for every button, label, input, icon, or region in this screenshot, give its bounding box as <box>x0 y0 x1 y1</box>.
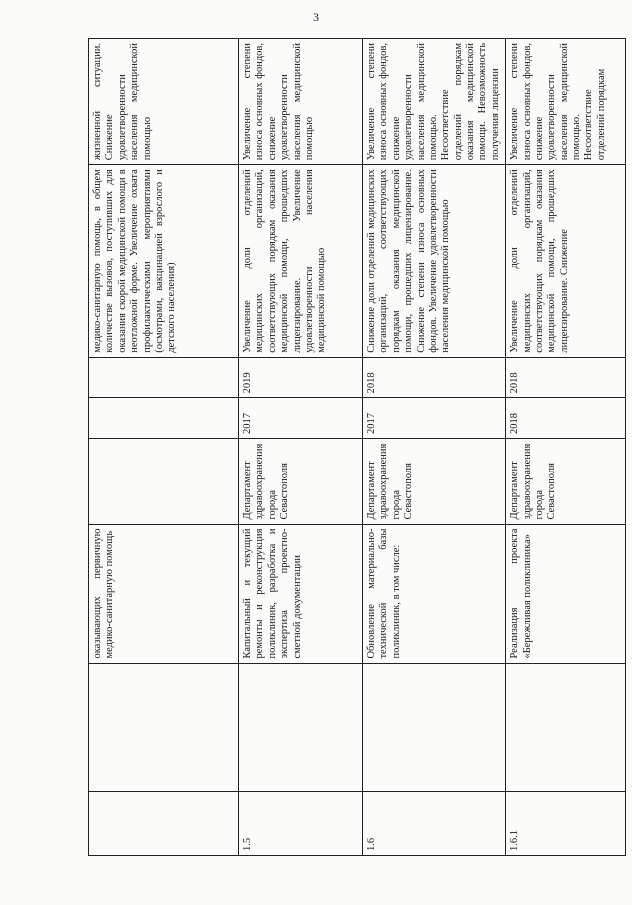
table-row <box>506 39 626 856</box>
cell-factors: жизненной ситуации. Снижение удовлетворенности населения медицинской помощью <box>89 39 239 165</box>
cell-year-end: 2018 <box>363 357 506 398</box>
cell-measure-name: оказывающих первичную медико-санитарную помощь <box>89 524 239 663</box>
cell-responsible: Департамент здравоохранения города Севастополя <box>239 438 363 524</box>
cell-blank <box>89 663 239 791</box>
cell-result: Увеличение доли отделений медицинских организаций, соответствующих порядкам оказания медицинской помощи, прошедших лицензирование. Снижение <box>506 165 626 357</box>
cell-year-start: 2018 <box>506 398 626 439</box>
measures-table <box>88 38 626 856</box>
rotated-table-wrapper <box>88 38 606 856</box>
document-table-area <box>88 38 606 856</box>
cell-measure-name: Реализация проекта «Бережливая поликлиника» <box>506 524 626 663</box>
cell-result: Увеличение доли отделений медицинских организаций, соответствующих порядкам оказания медицинской помощи, прошедших лицензирование. Увеличение удовлетворенности населения медицинской помощью <box>239 165 363 357</box>
cell-year-start: 2017 <box>363 398 506 439</box>
cell-measure-name: Капитальный и текущий ремонты и реконструкция поликлиник, разработка и экспертиза проектно-сметной документации <box>239 524 363 663</box>
cell-responsible: Департамент здравоохранения города Севастополя <box>506 438 626 524</box>
cell-result: медико-санитарную помощь, в общем количестве вызовов, поступивших для оказания скорой медицинской помощи в неотложной форме. Увеличение охвата профилактическими мероприятиями (осмотрами, вакцинацией взрослого и детского населения) <box>89 165 239 357</box>
cell-responsible <box>89 438 239 524</box>
cell-year-end: 2018 <box>506 357 626 398</box>
cell-blank <box>363 663 506 791</box>
cell-factors: Увеличение степени износа основных фондов, снижение удовлетворенности населения медицинской помощью. Несоответствие отделений порядкам <box>506 39 626 165</box>
cell-result: Снижение доли отделений медицинских организаций, соответствующих порядкам оказания медицинской помощи, прошедших лицензирование. Снижение степени износа основных фондов. Увеличение удовлетворенности населения медицинской помощью <box>363 165 506 357</box>
cell-factors: Увеличение степени износа основных фондов, снижение удовлетворенности населения медицинской помощью <box>239 39 363 165</box>
table-row <box>89 39 239 856</box>
cell-responsible: Департамент здравоохранения города Севастополя <box>363 438 506 524</box>
cell-year-start <box>89 398 239 439</box>
cell-year-end: 2019 <box>239 357 363 398</box>
table-row <box>239 39 363 856</box>
page-number: 3 <box>313 10 319 24</box>
cell-measure-name: Обновление материально-технической базы поликлиник, в том числе: <box>363 524 506 663</box>
cell-blank <box>239 663 363 791</box>
cell-year-end <box>89 357 239 398</box>
cell-number <box>89 791 239 855</box>
cell-number: 1.6.1 <box>506 791 626 855</box>
cell-year-start: 2017 <box>239 398 363 439</box>
cell-number: 1.5 <box>239 791 363 855</box>
cell-blank <box>506 663 626 791</box>
table-row <box>363 39 506 856</box>
cell-factors: Увеличение степени износа основных фондов, снижение удовлетворенности населения медицинской помощью. Несоответствие отделений порядкам оказания медицинской помощи. Невозможность получения лицензии <box>363 39 506 165</box>
cell-number: 1.6 <box>363 791 506 855</box>
